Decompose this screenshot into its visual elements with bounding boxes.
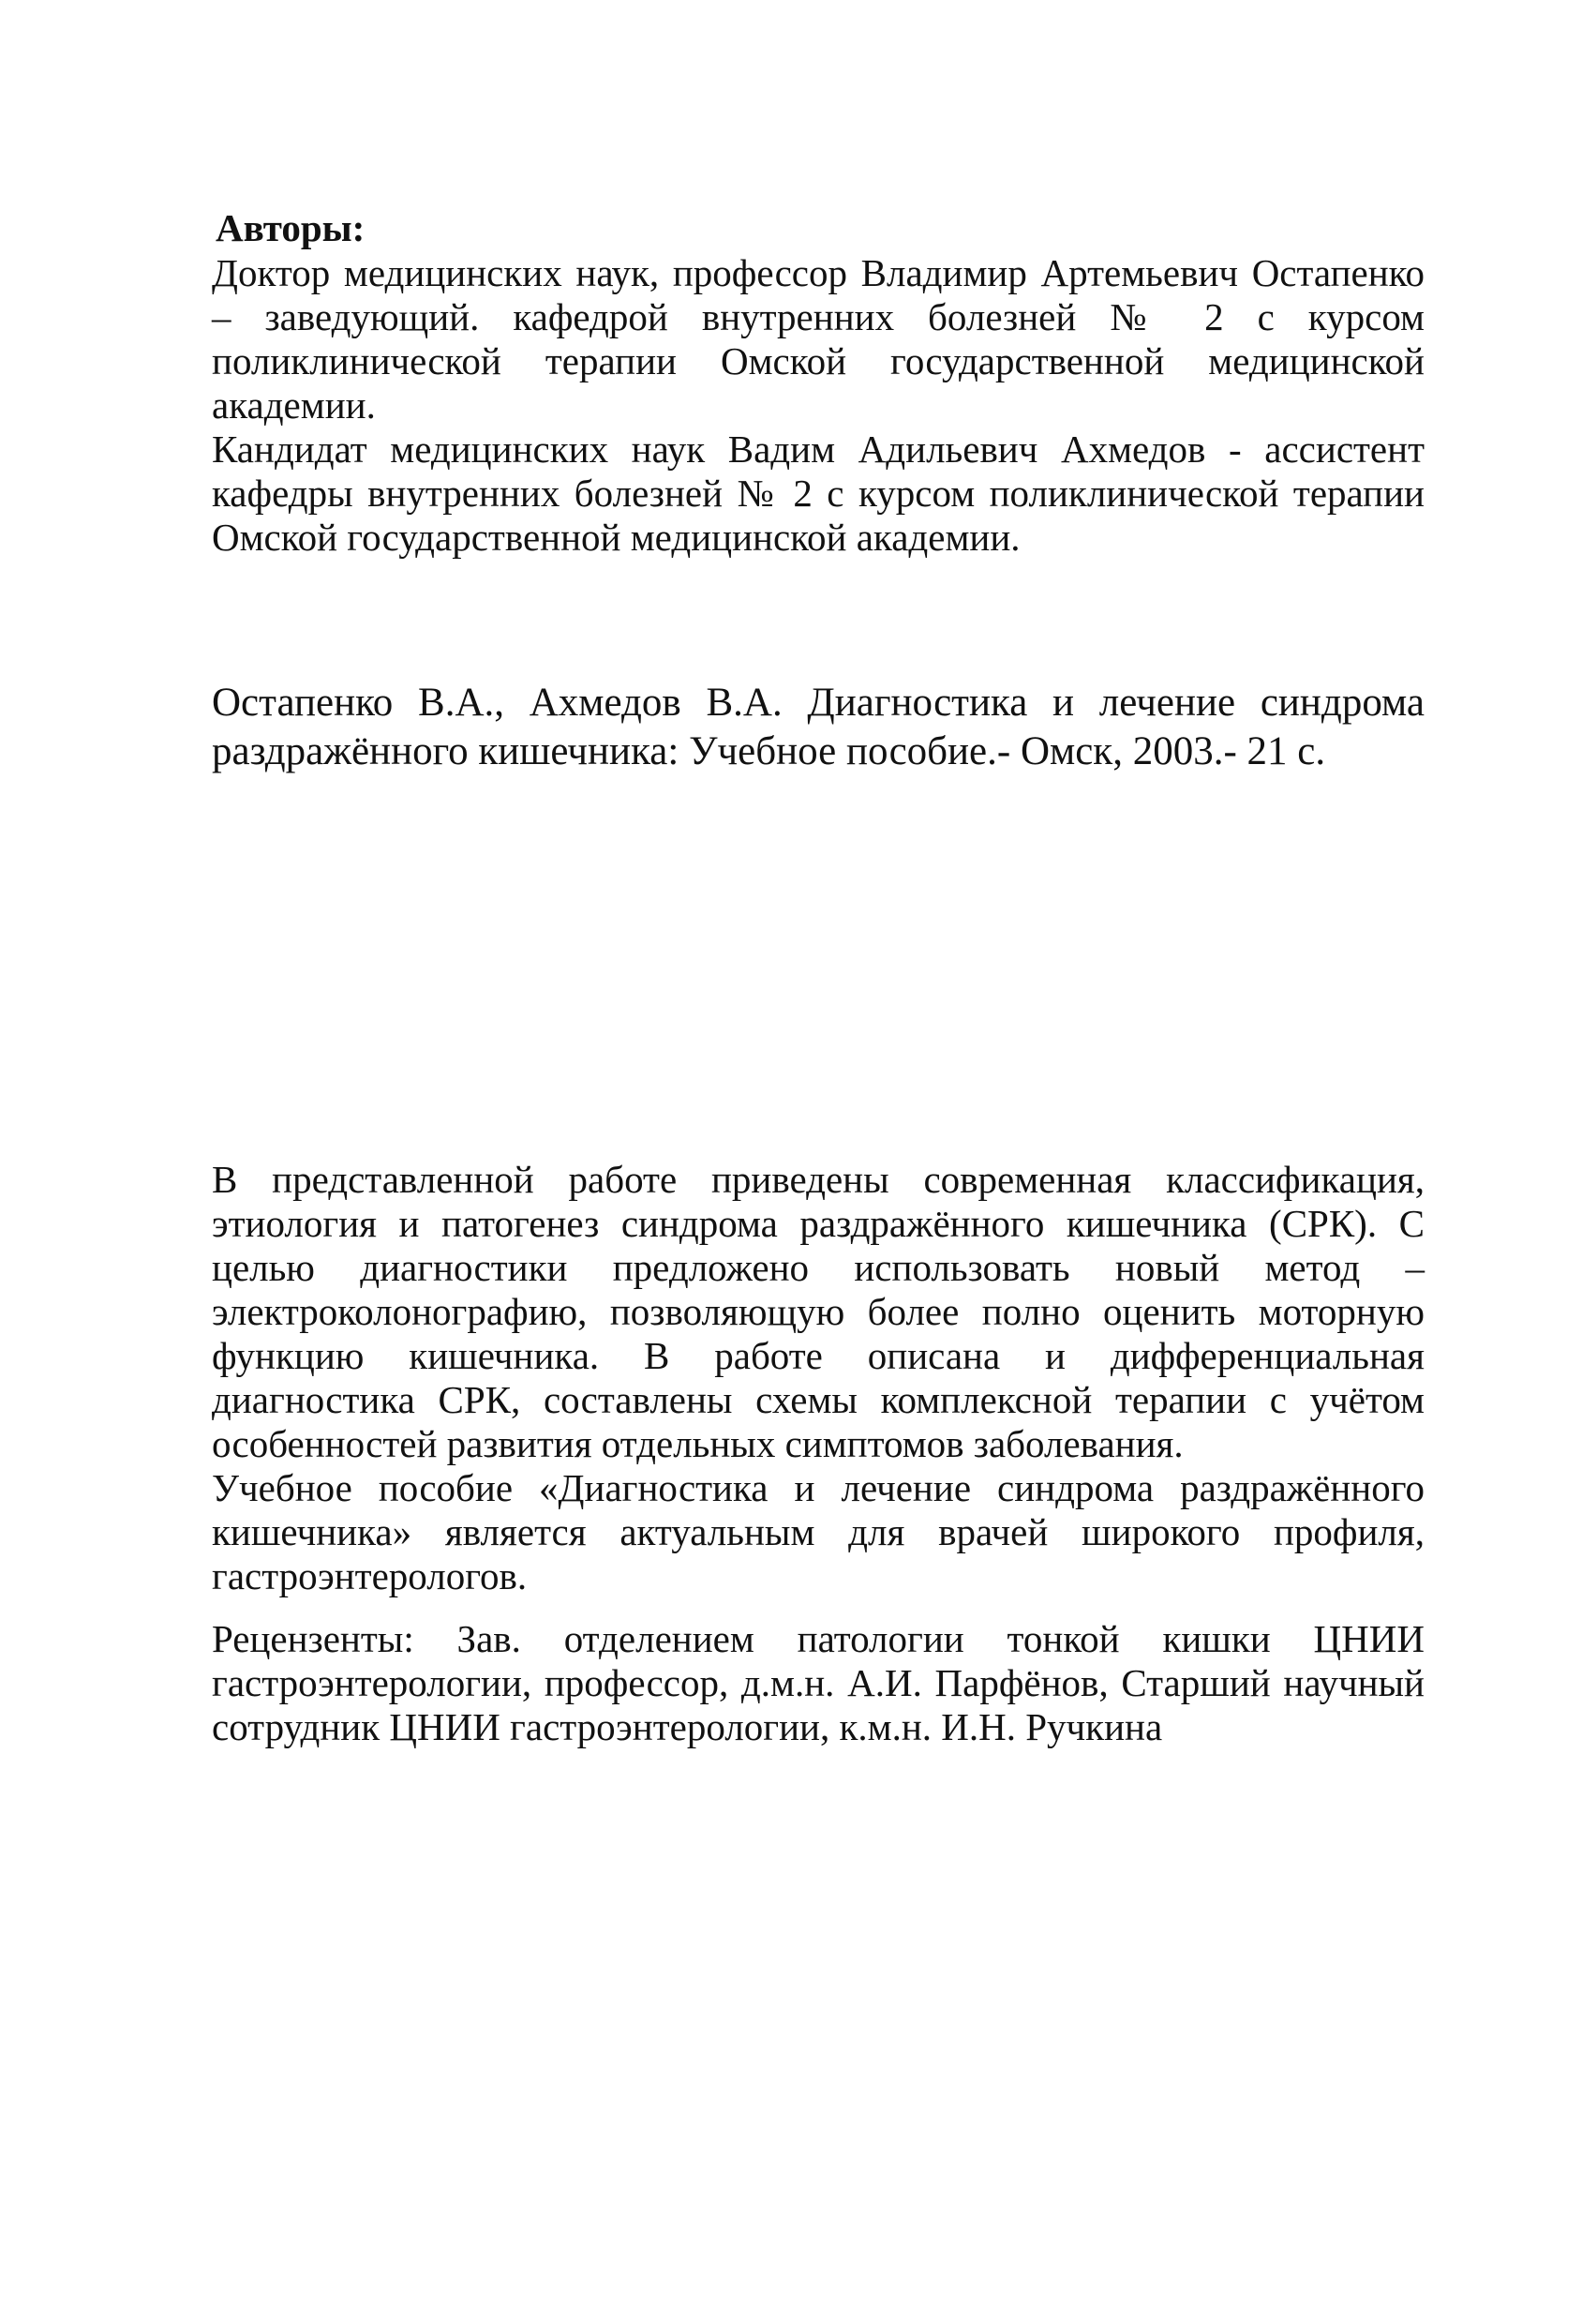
abstract-paragraph-2: Учебное пособие «Диагностика и лечение синдрома раздражённого кишечника» является актуальным для врачей широкого профиля, гастроэнтерологов.: [212, 1466, 1425, 1597]
abstract-paragraph-1: В представленной работе приведены современная классификация, этиология и патогенез синдрома раздражённого кишечника (СРК). С целью диагностики предложено использовать новый метод – электроколонографию, позволяющую более полно оценить моторную функцию кишечника. В работе описана и дифференциальная диагностика СРК, составлены схемы комплексной терапии с учётом особенностей развития отдельных симптомов заболевания.: [212, 1158, 1425, 1465]
reviewers-text: Рецензенты: Зав. отделением патологии тонкой кишки ЦНИИ гастроэнтерологии, профессор, д.м.н. А.И. Парфёнов, Старший научный сотрудник ЦНИИ гастроэнтерологии, к.м.н. И.Н. Ручкина: [212, 1617, 1425, 1748]
reviewers-section: [212, 1617, 1425, 1749]
bibliographic-citation: Остапенко В.А., Ахмедов В.А. Диагностика и лечение синдрома раздражённого кишечника: Учебное пособие.- Омск, 2003.- 21 с.: [212, 681, 1425, 773]
author-paragraph-1: Доктор медицинских наук, профессор Владимир Артемьевич Остапенко – заведующий. кафедрой внутренних болезней № 2 с курсом поликлинической терапии Омской государственной медицинской академии.: [212, 251, 1425, 427]
author-paragraph-2: Кандидат медицинских наук Вадим Адильевич Ахмедов - ассистент кафедры внутренних болезней № 2 с курсом поликлинической терапии Омской государственной медицинской академии.: [212, 427, 1425, 559]
abstract-section: [212, 1158, 1425, 1598]
authors-heading: Авторы:: [216, 206, 366, 249]
authors-section: [212, 204, 1425, 560]
citation-section: [212, 679, 1425, 776]
